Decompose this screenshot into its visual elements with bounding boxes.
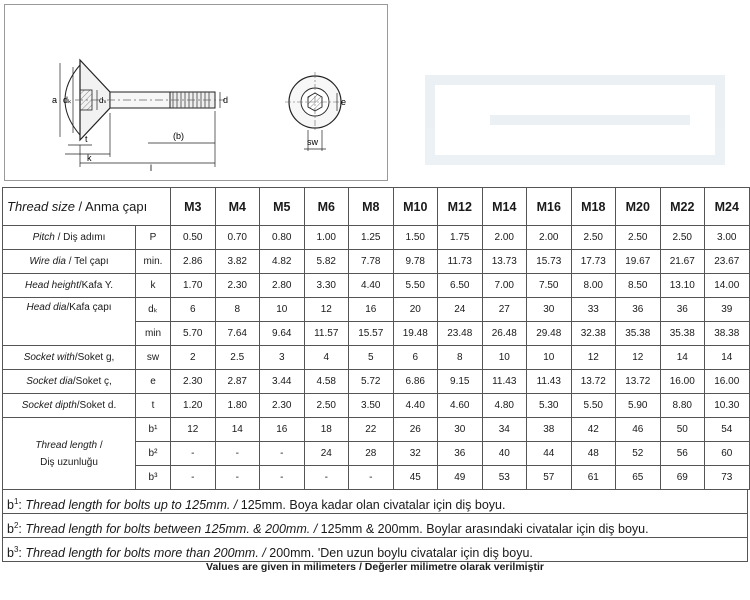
value-cell: 65 — [616, 466, 661, 490]
size-header: M3 — [171, 188, 216, 226]
dim-a: a — [52, 95, 58, 105]
value-cell: 11.57 — [304, 322, 349, 346]
value-cell: 2.50 — [571, 226, 616, 250]
value-cell: 15.57 — [349, 322, 394, 346]
value-cell: 60 — [705, 442, 750, 466]
value-cell: 19.48 — [393, 322, 438, 346]
value-cell: 2.50 — [660, 226, 705, 250]
value-cell: - — [171, 442, 216, 466]
value-cell: 53 — [482, 466, 527, 490]
value-cell: 10 — [482, 346, 527, 370]
row-label: Socket with/Soket g, — [3, 346, 136, 370]
value-cell: 36 — [438, 442, 483, 466]
row-symbol: sw — [136, 346, 171, 370]
value-cell: 35.38 — [616, 322, 661, 346]
note-b3: $b^3$: Thread length for bolts more than 200mm. / 200mm. 'Den uzun boylu civatalar için diş boyu. — [7, 545, 533, 561]
value-cell: 15.73 — [527, 250, 572, 274]
value-cell: 5.50 — [571, 394, 616, 418]
value-cell: 54 — [705, 418, 750, 442]
value-cell: 4.58 — [304, 370, 349, 394]
dim-l: l — [150, 163, 152, 173]
value-cell: 5.30 — [527, 394, 572, 418]
size-header: M22 — [660, 188, 705, 226]
value-cell: 17.73 — [571, 250, 616, 274]
value-cell: 26.48 — [482, 322, 527, 346]
thread-length-notes — [2, 489, 748, 562]
value-cell: 24 — [304, 442, 349, 466]
value-cell: 36 — [616, 298, 661, 322]
value-cell: 1.70 — [171, 274, 216, 298]
value-cell: 49 — [438, 466, 483, 490]
row-symbol: b² — [136, 442, 171, 466]
size-header-label: Thread size / Anma çapı — [3, 188, 171, 226]
value-cell: 2.5 — [215, 346, 260, 370]
row-symbol: e — [136, 370, 171, 394]
value-cell: 2.50 — [616, 226, 661, 250]
table-row — [3, 394, 750, 418]
value-cell: 52 — [616, 442, 661, 466]
size-header-row — [3, 188, 750, 226]
value-cell: 61 — [571, 466, 616, 490]
value-cell: 69 — [660, 466, 705, 490]
value-cell: 6.50 — [438, 274, 483, 298]
value-cell: 21.67 — [660, 250, 705, 274]
value-cell: 6.86 — [393, 370, 438, 394]
value-cell: 11.73 — [438, 250, 483, 274]
row-symbol: t — [136, 394, 171, 418]
value-cell: 14 — [215, 418, 260, 442]
value-cell: 12 — [616, 346, 661, 370]
value-cell: 44 — [527, 442, 572, 466]
value-cell: 22 — [349, 418, 394, 442]
value-cell: 12 — [171, 418, 216, 442]
value-cell: 0.70 — [215, 226, 260, 250]
row-symbol: P — [136, 226, 171, 250]
value-cell: 28 — [349, 442, 394, 466]
value-cell: - — [215, 442, 260, 466]
value-cell: 39 — [705, 298, 750, 322]
value-cell: 8.80 — [660, 394, 705, 418]
table-row — [3, 346, 750, 370]
value-cell: 16.00 — [705, 370, 750, 394]
value-cell: 8 — [215, 298, 260, 322]
value-cell: 42 — [571, 418, 616, 442]
table-row — [3, 370, 750, 394]
value-cell: 27 — [482, 298, 527, 322]
value-cell: 2.80 — [260, 274, 305, 298]
value-cell: 3.50 — [349, 394, 394, 418]
value-cell: 9.64 — [260, 322, 305, 346]
dim-d: d — [223, 95, 229, 105]
row-symbol: k — [136, 274, 171, 298]
value-cell: 33 — [571, 298, 616, 322]
value-cell: 38.38 — [705, 322, 750, 346]
value-cell: 4 — [304, 346, 349, 370]
row-symbol: b³ — [136, 466, 171, 490]
value-cell: 10.30 — [705, 394, 750, 418]
value-cell: 40 — [482, 442, 527, 466]
table-row — [3, 298, 750, 322]
table-row — [3, 274, 750, 298]
value-cell: 14 — [660, 346, 705, 370]
row-label: Head height/Kafa Y. — [3, 274, 136, 298]
value-cell: 5.90 — [616, 394, 661, 418]
value-cell: 1.50 — [393, 226, 438, 250]
value-cell: 2.00 — [527, 226, 572, 250]
value-cell: 16 — [260, 418, 305, 442]
value-cell: 2 — [171, 346, 216, 370]
value-cell: 2.87 — [215, 370, 260, 394]
value-cell: 16.00 — [660, 370, 705, 394]
row-label: Socket dia/Soket ç, — [3, 370, 136, 394]
value-cell: 0.50 — [171, 226, 216, 250]
table-row — [3, 418, 750, 442]
value-cell: 2.86 — [171, 250, 216, 274]
row-label: Wire dia / Tel çapı — [3, 250, 136, 274]
value-cell: 0.80 — [260, 226, 305, 250]
size-header: M20 — [616, 188, 661, 226]
value-cell: 3.00 — [705, 226, 750, 250]
value-cell: 14.00 — [705, 274, 750, 298]
value-cell: 3.44 — [260, 370, 305, 394]
size-header: M8 — [349, 188, 394, 226]
value-cell: 1.25 — [349, 226, 394, 250]
row-symbol: b¹ — [136, 418, 171, 442]
value-cell: 7.64 — [215, 322, 260, 346]
value-cell: 4.82 — [260, 250, 305, 274]
value-cell: 2.30 — [260, 394, 305, 418]
size-header: M14 — [482, 188, 527, 226]
value-cell: 2.30 — [171, 370, 216, 394]
size-header: M12 — [438, 188, 483, 226]
value-cell: 13.73 — [482, 250, 527, 274]
dim-dk: dₖ — [63, 95, 72, 105]
value-cell: 12 — [571, 346, 616, 370]
value-cell: 35.38 — [660, 322, 705, 346]
row-label: Head dia/Kafa çapı — [3, 298, 136, 346]
thread-length-label: Thread length / Diş uzunluğu — [3, 418, 136, 490]
value-cell: 4.60 — [438, 394, 483, 418]
value-cell: 32.38 — [571, 322, 616, 346]
value-cell: 12 — [304, 298, 349, 322]
value-cell: 3.30 — [304, 274, 349, 298]
value-cell: 10 — [527, 346, 572, 370]
value-cell: 6 — [171, 298, 216, 322]
size-header: M4 — [215, 188, 260, 226]
value-cell: 57 — [527, 466, 572, 490]
value-cell: 2.30 — [215, 274, 260, 298]
value-cell: 73 — [705, 466, 750, 490]
value-cell: 1.80 — [215, 394, 260, 418]
value-cell: 13.72 — [616, 370, 661, 394]
row-label: Pitch / Diş adımı — [3, 226, 136, 250]
value-cell: 45 — [393, 466, 438, 490]
value-cell: 6 — [393, 346, 438, 370]
value-cell: 11.43 — [482, 370, 527, 394]
value-cell: 30 — [438, 418, 483, 442]
value-cell: 29.48 — [527, 322, 572, 346]
value-cell: - — [349, 466, 394, 490]
table-row — [3, 226, 750, 250]
value-cell: - — [260, 442, 305, 466]
value-cell: 8.00 — [571, 274, 616, 298]
note-b2: $b^2$: Thread length for bolts between 125mm. & 200mm. / 125mm & 200mm. Boylar arasındaki civatalar için diş boyu. — [3, 514, 747, 538]
dim-k: k — [87, 153, 92, 163]
value-cell: 13.72 — [571, 370, 616, 394]
value-cell: 14 — [705, 346, 750, 370]
value-cell: 1.20 — [171, 394, 216, 418]
value-cell: 11.43 — [527, 370, 572, 394]
value-cell: 38 — [527, 418, 572, 442]
dim-t: t — [85, 134, 88, 144]
value-cell: 2.00 — [482, 226, 527, 250]
value-cell: 5.70 — [171, 322, 216, 346]
size-header: M5 — [260, 188, 305, 226]
value-cell: 56 — [660, 442, 705, 466]
value-cell: 3.82 — [215, 250, 260, 274]
value-cell: 7.00 — [482, 274, 527, 298]
note-b1: $b^1$: Thread length for bolts up to 125mm. / 125mm. Boya kadar olan civatalar için diş boyu. — [3, 490, 747, 514]
row-label: Socket dipth/Soket d. — [3, 394, 136, 418]
value-cell: 9.15 — [438, 370, 483, 394]
value-cell: 20 — [393, 298, 438, 322]
value-cell: 18 — [304, 418, 349, 442]
value-cell: - — [171, 466, 216, 490]
size-header: M24 — [705, 188, 750, 226]
value-cell: 2.50 — [304, 394, 349, 418]
value-cell: 10 — [260, 298, 305, 322]
size-header: M16 — [527, 188, 572, 226]
table-row — [3, 250, 750, 274]
value-cell: 19.67 — [616, 250, 661, 274]
value-cell: 5.72 — [349, 370, 394, 394]
value-cell: 7.78 — [349, 250, 394, 274]
value-cell: 1.75 — [438, 226, 483, 250]
size-header: M10 — [393, 188, 438, 226]
spec-table — [2, 187, 750, 490]
value-cell: 7.50 — [527, 274, 572, 298]
value-cell: 3 — [260, 346, 305, 370]
value-cell: 5.82 — [304, 250, 349, 274]
size-header: M18 — [571, 188, 616, 226]
value-cell: - — [304, 466, 349, 490]
value-cell: 5 — [349, 346, 394, 370]
value-cell: 50 — [660, 418, 705, 442]
value-cell: 13.10 — [660, 274, 705, 298]
dim-ds: dₛ — [99, 96, 107, 105]
value-cell: 23.67 — [705, 250, 750, 274]
value-cell: 46 — [616, 418, 661, 442]
value-cell: 1.00 — [304, 226, 349, 250]
value-cell: 4.40 — [349, 274, 394, 298]
value-cell: 32 — [393, 442, 438, 466]
value-cell: 30 — [527, 298, 572, 322]
value-cell: 24 — [438, 298, 483, 322]
units-footer: Values are given in milimeters / Değerler milimetre olarak verilmiştir — [206, 561, 544, 573]
row-symbol: min. — [136, 250, 171, 274]
value-cell: - — [260, 466, 305, 490]
value-cell: 36 — [660, 298, 705, 322]
value-cell: - — [215, 466, 260, 490]
value-cell: 5.50 — [393, 274, 438, 298]
bolt-drawing — [4, 4, 388, 181]
dim-b: (b) — [173, 131, 184, 141]
value-cell: 4.40 — [393, 394, 438, 418]
value-cell: 26 — [393, 418, 438, 442]
value-cell: 23.48 — [438, 322, 483, 346]
value-cell: 34 — [482, 418, 527, 442]
countersunk-bolt-diagram — [5, 5, 387, 180]
dim-sw: sw — [307, 137, 318, 147]
size-header: M6 — [304, 188, 349, 226]
row-symbol: min — [136, 322, 171, 346]
value-cell: 4.80 — [482, 394, 527, 418]
dim-e: e — [341, 97, 347, 107]
value-cell: 48 — [571, 442, 616, 466]
value-cell: 16 — [349, 298, 394, 322]
value-cell: 8 — [438, 346, 483, 370]
value-cell: 9.78 — [393, 250, 438, 274]
value-cell: 8.50 — [616, 274, 661, 298]
row-symbol: dₖ — [136, 298, 171, 322]
